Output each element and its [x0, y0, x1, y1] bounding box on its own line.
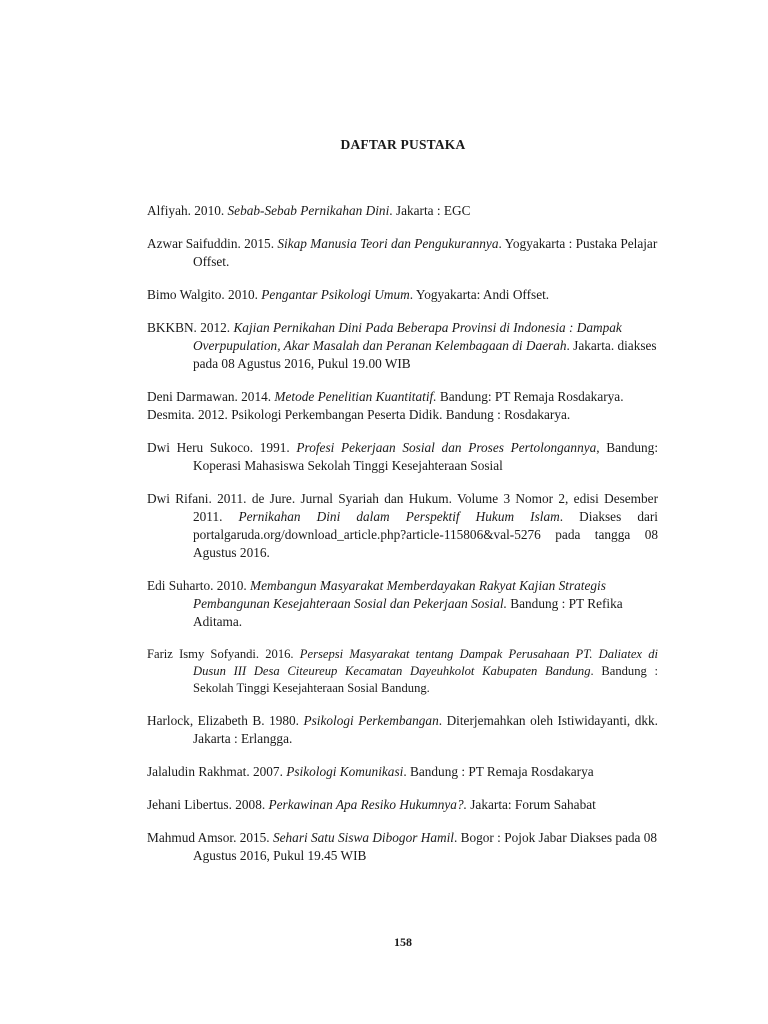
reference-text: . Diakses dari portalgaruda.org/download_article.php?article-115806&val-5276 pada tangga 08 Agustus 2016.	[193, 509, 659, 560]
reference-title: Sikap Manusia Teori dan Pengukurannya	[277, 236, 499, 251]
reference-title: Persepsi Masyarakat tentang Dampak Perusahaan PT. Daliatex di Dusun III Desa Citeureup Kecamatan Dayeuhkolot Kabupaten Bandung	[193, 647, 658, 678]
reference-text: . Bogor : Pojok Jabar Diakses pada 08 Agustus 2016, Pukul 19.45 WIB	[193, 830, 658, 863]
reference-text: Jehani Libertus. 2008.	[147, 797, 269, 812]
reference-entry	[147, 712, 658, 748]
reference-entry	[147, 235, 658, 271]
reference-text: . Bandung : Sekolah Tinggi Kesejahteraan Sosial Bandung.	[193, 664, 658, 695]
reference-text: . Jakarta : EGC	[389, 203, 471, 218]
reference-text: Bandung: PT Remaja Rosdakarya.	[436, 389, 624, 404]
reference-text: Bimo Walgito. 2010.	[147, 287, 262, 302]
reference-text: Deni Darmawan. 2014.	[147, 389, 275, 404]
reference-title: Sehari Satu Siswa Dibogor Hamil	[272, 830, 454, 845]
reference-text: . Diterjemahkan oleh Istiwidayanti, dkk. Jakarta : Erlangga.	[193, 713, 659, 746]
reference-text: Bandung : PT Refika Aditama.	[193, 596, 623, 629]
reference-entry	[147, 763, 658, 781]
reference-entry	[147, 388, 658, 406]
reference-text: . Yogyakarta : Pustaka Pelajar Offset.	[193, 236, 658, 269]
reference-entry	[147, 829, 658, 865]
reference-entry	[147, 319, 658, 373]
reference-title: Metode Penelitian Kuantitatif.	[274, 389, 437, 404]
reference-text: . Jakarta. diakses pada 08 Agustus 2016, Pukul 19.00 WIB	[193, 338, 657, 371]
reference-text: BKKBN. 2012.	[147, 320, 234, 335]
reference-entry	[147, 202, 658, 220]
reference-title: Sebab-Sebab Pernikahan Dini	[227, 203, 390, 218]
reference-title: Psikologi Perkembangan	[303, 713, 439, 728]
reference-text: Dwi Heru Sukoco. 1991.	[147, 440, 297, 455]
reference-entry	[147, 439, 658, 475]
reference-text: Mahmud Amsor. 2015.	[147, 830, 273, 845]
reference-entry	[147, 286, 658, 304]
reference-entry	[147, 796, 658, 814]
reference-text: Alfiyah. 2010.	[147, 203, 228, 218]
reference-text: , Bandung: Koperasi Mahasiswa Sekolah Tinggi Kesejahteraan Sosial	[193, 440, 659, 473]
reference-title: Kajian Pernikahan Dini Pada Beberapa Provinsi di Indonesia : Dampak Overpupulation, Akar Masalah dan Peranan Kelembagaan di Daerah	[193, 320, 622, 353]
reference-text: Desmita. 2012. Psikologi Perkembangan Peserta Didik. Bandung : Rosdakarya.	[147, 407, 571, 422]
reference-title: Perkawinan Apa Resiko Hukumnya?.	[268, 797, 467, 812]
reference-title: Membangun Masyarakat Memberdayakan Rakyat Kajian Strategis Pembangunan Kesejahteraan Sosial dan Pekerjaan Sosial.	[193, 578, 606, 611]
reference-text: Jalaludin Rakhmat. 2007.	[147, 764, 287, 779]
reference-text: Harlock, Elizabeth B. 1980.	[147, 713, 304, 728]
reference-title: Pengantar Psikologi Umum	[261, 287, 410, 302]
page-title: DAFTAR PUSTAKA	[340, 137, 466, 152]
reference-text: . Bandung : PT Remaja Rosdakarya	[403, 764, 594, 779]
reference-list	[147, 202, 658, 865]
reference-entry	[147, 646, 658, 697]
reference-text: . Yogyakarta: Andi Offset.	[409, 287, 550, 302]
reference-entry	[147, 577, 658, 631]
reference-text: Jakarta: Forum Sahabat	[466, 797, 596, 812]
reference-text: Edi Suharto. 2010.	[147, 578, 251, 593]
reference-text: Azwar Saifuddin. 2015.	[147, 236, 278, 251]
reference-text: Fariz Ismy Sofyandi. 2016.	[147, 647, 300, 661]
reference-title: Pernikahan Dini dalam Perspektif Hukum Islam	[238, 509, 560, 524]
reference-entry	[147, 490, 658, 562]
reference-title: Psikologi Komunikasi	[286, 764, 404, 779]
reference-title: Profesi Pekerjaan Sosial dan Proses Pertolongannya	[296, 440, 597, 455]
reference-entry	[147, 406, 658, 424]
page-number: 158	[394, 935, 412, 949]
reference-text: Dwi Rifani. 2011. de Jure. Jurnal Syariah dan Hukum. Volume 3 Nomor 2, edisi Desember 2011.	[147, 491, 658, 524]
